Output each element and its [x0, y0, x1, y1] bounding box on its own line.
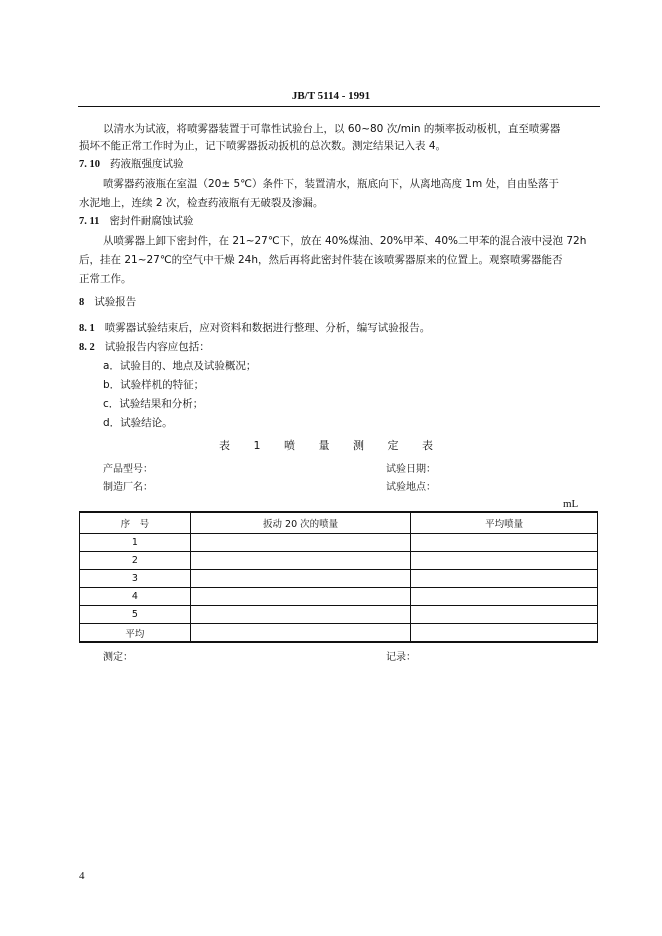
- section-number: 8. 1: [79, 323, 95, 334]
- list-item: d．试验结论。: [103, 417, 173, 429]
- column-header-seq: 序 号: [80, 512, 191, 534]
- manufacturer-label: 制造厂名：: [103, 482, 153, 493]
- list-item: a．试验目的、地点及试验概况；: [103, 360, 257, 372]
- table-cell: [411, 534, 598, 552]
- section-text: 试验报告内容应包括：: [104, 341, 210, 353]
- recorded-by-label: 记录：: [386, 652, 416, 663]
- table-cell: [190, 552, 411, 570]
- paragraph-line: 以清水为试液，将喷雾器装置于可靠性试验台上，以 60~80 次/min 的频率扳动板机，直至喷雾器: [103, 123, 561, 135]
- paragraph-line: 正常工作。: [79, 273, 132, 285]
- table-cell: [411, 570, 598, 588]
- section-title: 药液瓶强度试验: [110, 158, 184, 170]
- column-header-spray-20: 扳动 20 次的喷量: [190, 512, 411, 534]
- table-cell: [190, 570, 411, 588]
- table-header-row: [80, 512, 598, 534]
- table-row: [80, 588, 598, 606]
- test-location-label: 试验地点：: [386, 482, 436, 493]
- paragraph-line: 损坏不能正常工作时为止，记下喷雾器扳动扳机的总次数。测定结果记入表 4。: [79, 140, 447, 152]
- section-number: 7. 10: [79, 159, 100, 170]
- section-heading-7-10: [79, 157, 184, 172]
- table-cell: [411, 588, 598, 606]
- header-rule: [78, 106, 600, 107]
- table-cell: [411, 624, 598, 643]
- table-cell: [190, 606, 411, 624]
- table-cell: [411, 552, 598, 570]
- table-row: [80, 552, 598, 570]
- section-number: 8. 2: [79, 342, 95, 353]
- paragraph-line: 水泥地上，连续 2 次，检查药液瓶有无破裂及渗漏。: [79, 197, 324, 209]
- row-label: 4: [80, 588, 191, 606]
- row-label: 1: [80, 534, 191, 552]
- column-header-average: 平均喷量: [411, 512, 598, 534]
- section-text: 喷雾器试验结束后，应对资料和数据进行整理、分析，编写试验报告。: [104, 322, 431, 334]
- measured-by-label: 测定：: [103, 652, 133, 663]
- test-date-label: 试验日期：: [386, 464, 436, 475]
- section-8-1: [79, 321, 430, 336]
- row-label: 5: [80, 606, 191, 624]
- paragraph-line: 从喷雾器上卸下密封件，在 21~27℃下，放在 40%煤油、20%甲苯、40%二甲苯的混合液中浸泡 72h: [103, 235, 587, 247]
- table-row: [80, 606, 598, 624]
- page-number: 4: [79, 870, 85, 882]
- section-title: 试验报告: [94, 296, 137, 308]
- list-item: c．试验结果和分析；: [103, 398, 204, 410]
- table-title: 表 1 喷 量 测 定 表: [219, 439, 443, 452]
- section-number: 7. 11: [79, 216, 100, 227]
- section-title: 密封件耐腐蚀试验: [109, 215, 194, 227]
- row-label: 平均: [80, 624, 191, 643]
- spray-measurement-table: [79, 511, 598, 643]
- paragraph-line: 后，挂在 21~27℃的空气中干燥 24h，然后再将此密封件装在该喷雾器原来的位置上。观察喷雾器能否: [79, 254, 563, 266]
- row-label: 2: [80, 552, 191, 570]
- table-row: [80, 570, 598, 588]
- table-cell: [190, 624, 411, 643]
- section-number: 8: [79, 297, 85, 308]
- section-heading-8: [79, 295, 136, 310]
- table-row: [80, 534, 598, 552]
- section-heading-7-11: [79, 214, 193, 229]
- product-model-label: 产品型号：: [103, 464, 153, 475]
- table-cell: [190, 534, 411, 552]
- unit-label: mL: [563, 498, 579, 510]
- row-label: 3: [80, 570, 191, 588]
- table-cell: [190, 588, 411, 606]
- list-item: b．试验样机的特征；: [103, 379, 205, 391]
- section-8-2: [79, 340, 210, 355]
- paragraph-line: 喷雾器药液瓶在室温（20± 5℃）条件下，装置清水，瓶底向下，从离地高度 1m 处，自由坠落于: [103, 178, 560, 190]
- table-row-average: [80, 624, 598, 643]
- table-cell: [411, 606, 598, 624]
- standard-code-header: JB/T 5114 - 1991: [291, 90, 371, 102]
